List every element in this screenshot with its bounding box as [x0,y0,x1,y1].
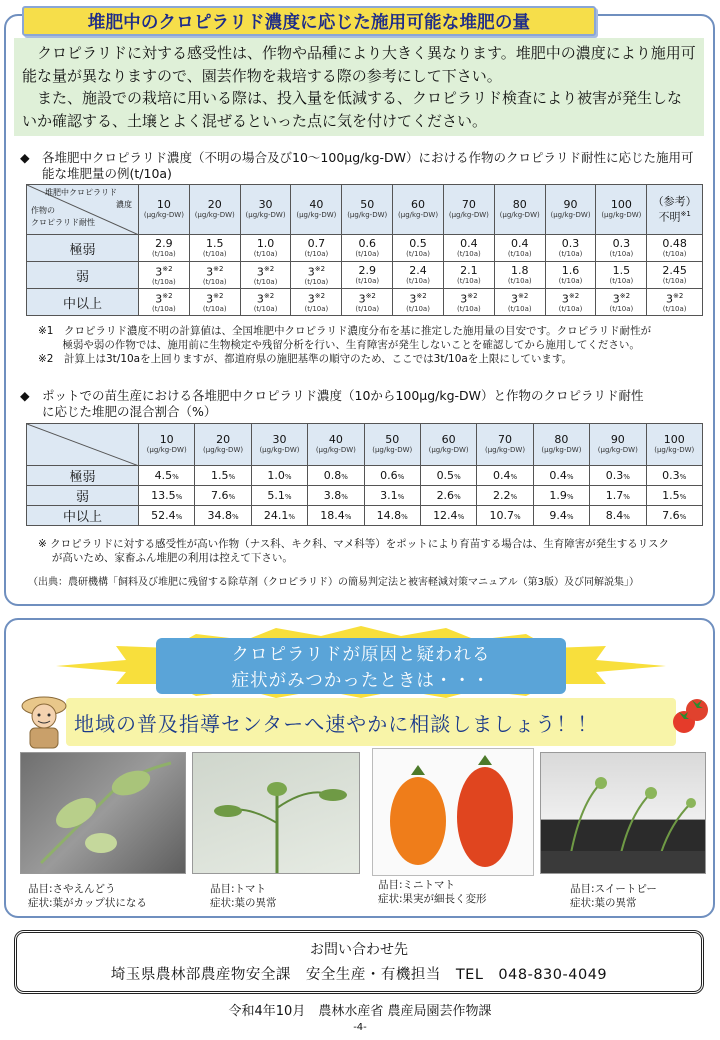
alert-line-2: 症状がみつかったときは・・・ [231,671,491,691]
contact-title: お問い合わせ先 [310,942,408,958]
table2-col-header: 40 (μg/kg-DW) [308,424,364,466]
note-3: ※ クロピラリドに対する感受性が高い作物（ナス科、キク科、マメ科等）をポットにより育苗する場合は、生育障害が発生するリスク [38,538,670,550]
note-1: ※1 クロピラリド濃度不明の計算値は、全国堆肥中クロピラリド濃度分布を基に推定した施用量の目安です。クロピラリド耐性が [38,325,652,337]
table1-cell: 0.4 (t/10a) [443,235,494,262]
tomato-icon [670,694,710,738]
table2-cell: 10.7% [477,506,533,526]
table2-notes [38,537,708,565]
table2-corner-cell [27,424,139,466]
table1-cell: 0.4 (t/10a) [494,235,545,262]
section1-heading: ◆ 各堆肥中クロピラリド濃度（不明の場合及び10〜100μg/kg-DW）における作物のクロピラリド耐性に応じた施用可能な堆肥量の例(t/10a) [20,150,694,181]
photo-tomato [192,752,360,874]
table2-cell: 13.5% [139,486,195,506]
table1-cell: 2.1 (t/10a) [443,262,494,289]
table2-cell: 1.9% [533,486,589,506]
photo-mini-tomato [372,748,534,876]
table1-cell: 0.6 (t/10a) [342,235,393,262]
table1-col-header: 60 (μg/kg-DW) [393,185,444,235]
table1-notes [38,324,708,366]
table2-cell: 34.8% [195,506,251,526]
table1-corner-cell [27,185,139,235]
table1-cell: 3$^{※2}$ (t/10a) [443,289,494,316]
consult-banner [66,698,676,746]
alert-text [156,642,566,694]
page-title: 堆肥中のクロピラリド濃度に応じた施用可能な堆肥の量 [87,12,531,33]
table1-cell: 1.5 (t/10a) [189,235,240,262]
caption-snap-pea: 品目:さやえんどう 症状:葉がカップ状になる [28,883,147,909]
table2-row-label: 弱 [27,486,139,506]
table1-cell: 0.48 (t/10a) [647,235,703,262]
contact-body: 埼玉県農林部農産物安全課 安全生産・有機担当 TEL 048-830-4049 [110,967,608,983]
compost-amount-table [26,184,703,316]
table1-col-header: 10 (μg/kg-DW) [139,185,190,235]
corner-mid-label: 濃度 [116,200,132,209]
note-1b: 極弱や弱の作物では、施用前に生物検定や残留分析を行い、生育障害が発生しないことを確認してから施用してください。 [38,339,640,351]
table1-col-header: 70 (μg/kg-DW) [443,185,494,235]
intro-paragraph-2: また、施設での栽培に用いる際は、投入量を低減する、クロピラリド検査により被害が発生しないか確認する、土壌とよく混ぜるといった点に気を付けてください。 [22,89,683,130]
table1-cell: 1.5 (t/10a) [596,262,647,289]
table2-cell: 0.5% [420,466,476,486]
table2-cell: 52.4% [139,506,195,526]
table1-col-header: 100 (μg/kg-DW) [596,185,647,235]
corner-top-label: 堆肥中クロピラリド [45,188,117,197]
table2-cell: 2.6% [420,486,476,506]
table2-cell: 14.8% [364,506,420,526]
table2-col-header: 70 (μg/kg-DW) [477,424,533,466]
photo-sweet-pea [540,752,706,874]
table1-row-label: 中以上 [27,289,139,316]
table2-col-header: 10 (μg/kg-DW) [139,424,195,466]
table1-cell: 3$^{※2}$ (t/10a) [139,262,190,289]
intro-box [14,38,704,136]
table1-col-header: 30 (μg/kg-DW) [240,185,291,235]
table1-row [27,235,703,262]
table1-cell: 3$^{※2}$ (t/10a) [189,289,240,316]
table1-col-header: 50 (μg/kg-DW) [342,185,393,235]
table2-cell: 1.7% [590,486,646,506]
corner-left-label-2: クロピラリド耐性 [31,218,95,227]
caption-tomato: 品目:トマト 症状:葉の異常 [210,883,277,909]
table2-cell: 7.6% [646,506,702,526]
table1-cell: 3$^{※2}$ (t/10a) [393,289,444,316]
table1-cell: 3$^{※2}$ (t/10a) [291,289,342,316]
table2-cell: 0.4% [477,466,533,486]
table1-row-label: 極弱 [27,235,139,262]
table2-col-header: 100 (μg/kg-DW) [646,424,702,466]
table1-cell: 1.8 (t/10a) [494,262,545,289]
table2-cell: 0.6% [364,466,420,486]
table2-cell: 1.5% [646,486,702,506]
table1-row-label: 弱 [27,262,139,289]
table2-cell: 9.4% [533,506,589,526]
table1-ref-col-header: （参考） 不明$^{※1}$ [647,185,703,235]
mixing-ratio-table [26,423,703,526]
table1-cell: 2.4 (t/10a) [393,262,444,289]
table1-cell: 3$^{※2}$ (t/10a) [240,262,291,289]
table2-row [27,466,703,486]
table2-cell: 1.5% [195,466,251,486]
table2-cell: 5.1% [251,486,307,506]
table2-col-header: 60 (μg/kg-DW) [420,424,476,466]
table2-cell: 0.4% [533,466,589,486]
page-title-box [22,6,596,36]
table2-cell: 7.6% [195,486,251,506]
page-number: -4- [353,1022,367,1033]
section2-heading: ◆ ポットでの苗生産における各堆肥中クロピラリド濃度（10から100μg/kg-DW）と作物のクロピラリド耐性 に応じた堆肥の混合割合（%） [20,388,644,419]
table1-cell: 3$^{※2}$ (t/10a) [240,289,291,316]
table2-cell: 0.3% [646,466,702,486]
note-2: ※2 計算上は3t/10aを上回りますが、都道府県の施肥基準の順守のため、ここでは3t/10aを上限にしています。 [38,353,572,365]
table2-col-header: 20 (μg/kg-DW) [195,424,251,466]
table2-col-header: 80 (μg/kg-DW) [533,424,589,466]
table2-col-header: 50 (μg/kg-DW) [364,424,420,466]
note-3b: が高いため、家畜ふん堆肥の利用は控えて下さい。 [38,552,293,564]
table2-cell: 12.4% [420,506,476,526]
table2-cell: 3.1% [364,486,420,506]
photo-snap-pea [20,752,186,874]
table2-cell: 2.2% [477,486,533,506]
caption-sweet-pea: 品目:スイートピー 症状:葉の異常 [570,883,657,909]
table1-col-header: 80 (μg/kg-DW) [494,185,545,235]
table1-cell: 0.5 (t/10a) [393,235,444,262]
table1-cell: 1.6 (t/10a) [545,262,596,289]
consult-text: 地域の普及指導センターへ速やかに相談しましょう！！ [74,711,599,736]
table1-cell: 3$^{※2}$ (t/10a) [647,289,703,316]
table1-cell: 3$^{※2}$ (t/10a) [596,289,647,316]
diamond-bullet-icon: ◆ [20,388,30,403]
alert-line-1: クロピラリドが原因と疑われる [231,645,491,665]
table1-cell: 2.45 (t/10a) [647,262,703,289]
table1-cell: 3$^{※2}$ (t/10a) [545,289,596,316]
symptom-panel [4,618,715,918]
table1-cell: 0.3 (t/10a) [545,235,596,262]
diamond-bullet-icon: ◆ [20,150,30,165]
table1-col-header: 20 (μg/kg-DW) [189,185,240,235]
table2-row-label: 極弱 [27,466,139,486]
table1-cell: 3$^{※2}$ (t/10a) [139,289,190,316]
table1-row [27,289,703,316]
table2-row-label: 中以上 [27,506,139,526]
table1-cell: 0.3 (t/10a) [596,235,647,262]
table2-cell: 0.8% [308,466,364,486]
table1-col-header: 40 (μg/kg-DW) [291,185,342,235]
table1-col-header: 90 (μg/kg-DW) [545,185,596,235]
caption-mini-tomato: 品目:ミニトマト 症状:果実が細長く変形 [378,879,487,905]
table2-cell: 18.4% [308,506,364,526]
table2-cell: 3.8% [308,486,364,506]
table1-cell: 3$^{※2}$ (t/10a) [291,262,342,289]
table1-cell: 2.9 (t/10a) [342,262,393,289]
table1-cell: 1.0 (t/10a) [240,235,291,262]
table2-row [27,506,703,526]
corner-left-label-1: 作物の [31,206,55,215]
table2-col-header: 90 (μg/kg-DW) [590,424,646,466]
intro-paragraph-1: クロピラリドに対する感受性は、作物や品種により大きく異なります。堆肥中の濃度により施用可能な量が異なりますので、園芸作物を栽培する際の参考にして下さい。 [22,44,696,85]
table1-row [27,262,703,289]
diagonal-line [27,424,139,466]
footer-issuer: 令和4年10月 農林水産省 農産局園芸作物課 [228,1004,492,1019]
table1-cell: 3$^{※2}$ (t/10a) [189,262,240,289]
table2-cell: 4.5% [139,466,195,486]
table2-cell: 0.3% [590,466,646,486]
table1-cell: 3$^{※2}$ (t/10a) [342,289,393,316]
farmer-illustration-icon [20,692,68,752]
table1-cell: 2.9 (t/10a) [139,235,190,262]
table2-cell: 8.4% [590,506,646,526]
table2-row [27,486,703,506]
table2-cell: 1.0% [251,466,307,486]
table1-cell: 0.7 (t/10a) [291,235,342,262]
table1-cell: 3$^{※2}$ (t/10a) [494,289,545,316]
contact-box [14,930,704,994]
table2-cell: 24.1% [251,506,307,526]
table2-col-header: 30 (μg/kg-DW) [251,424,307,466]
source-citation: （出典：農研機構「飼料及び堆肥に残留する除草剤（クロピラリド）の簡易判定法と被害軽減対策マニュアル（第3版）及び同解説集」） [28,577,639,588]
